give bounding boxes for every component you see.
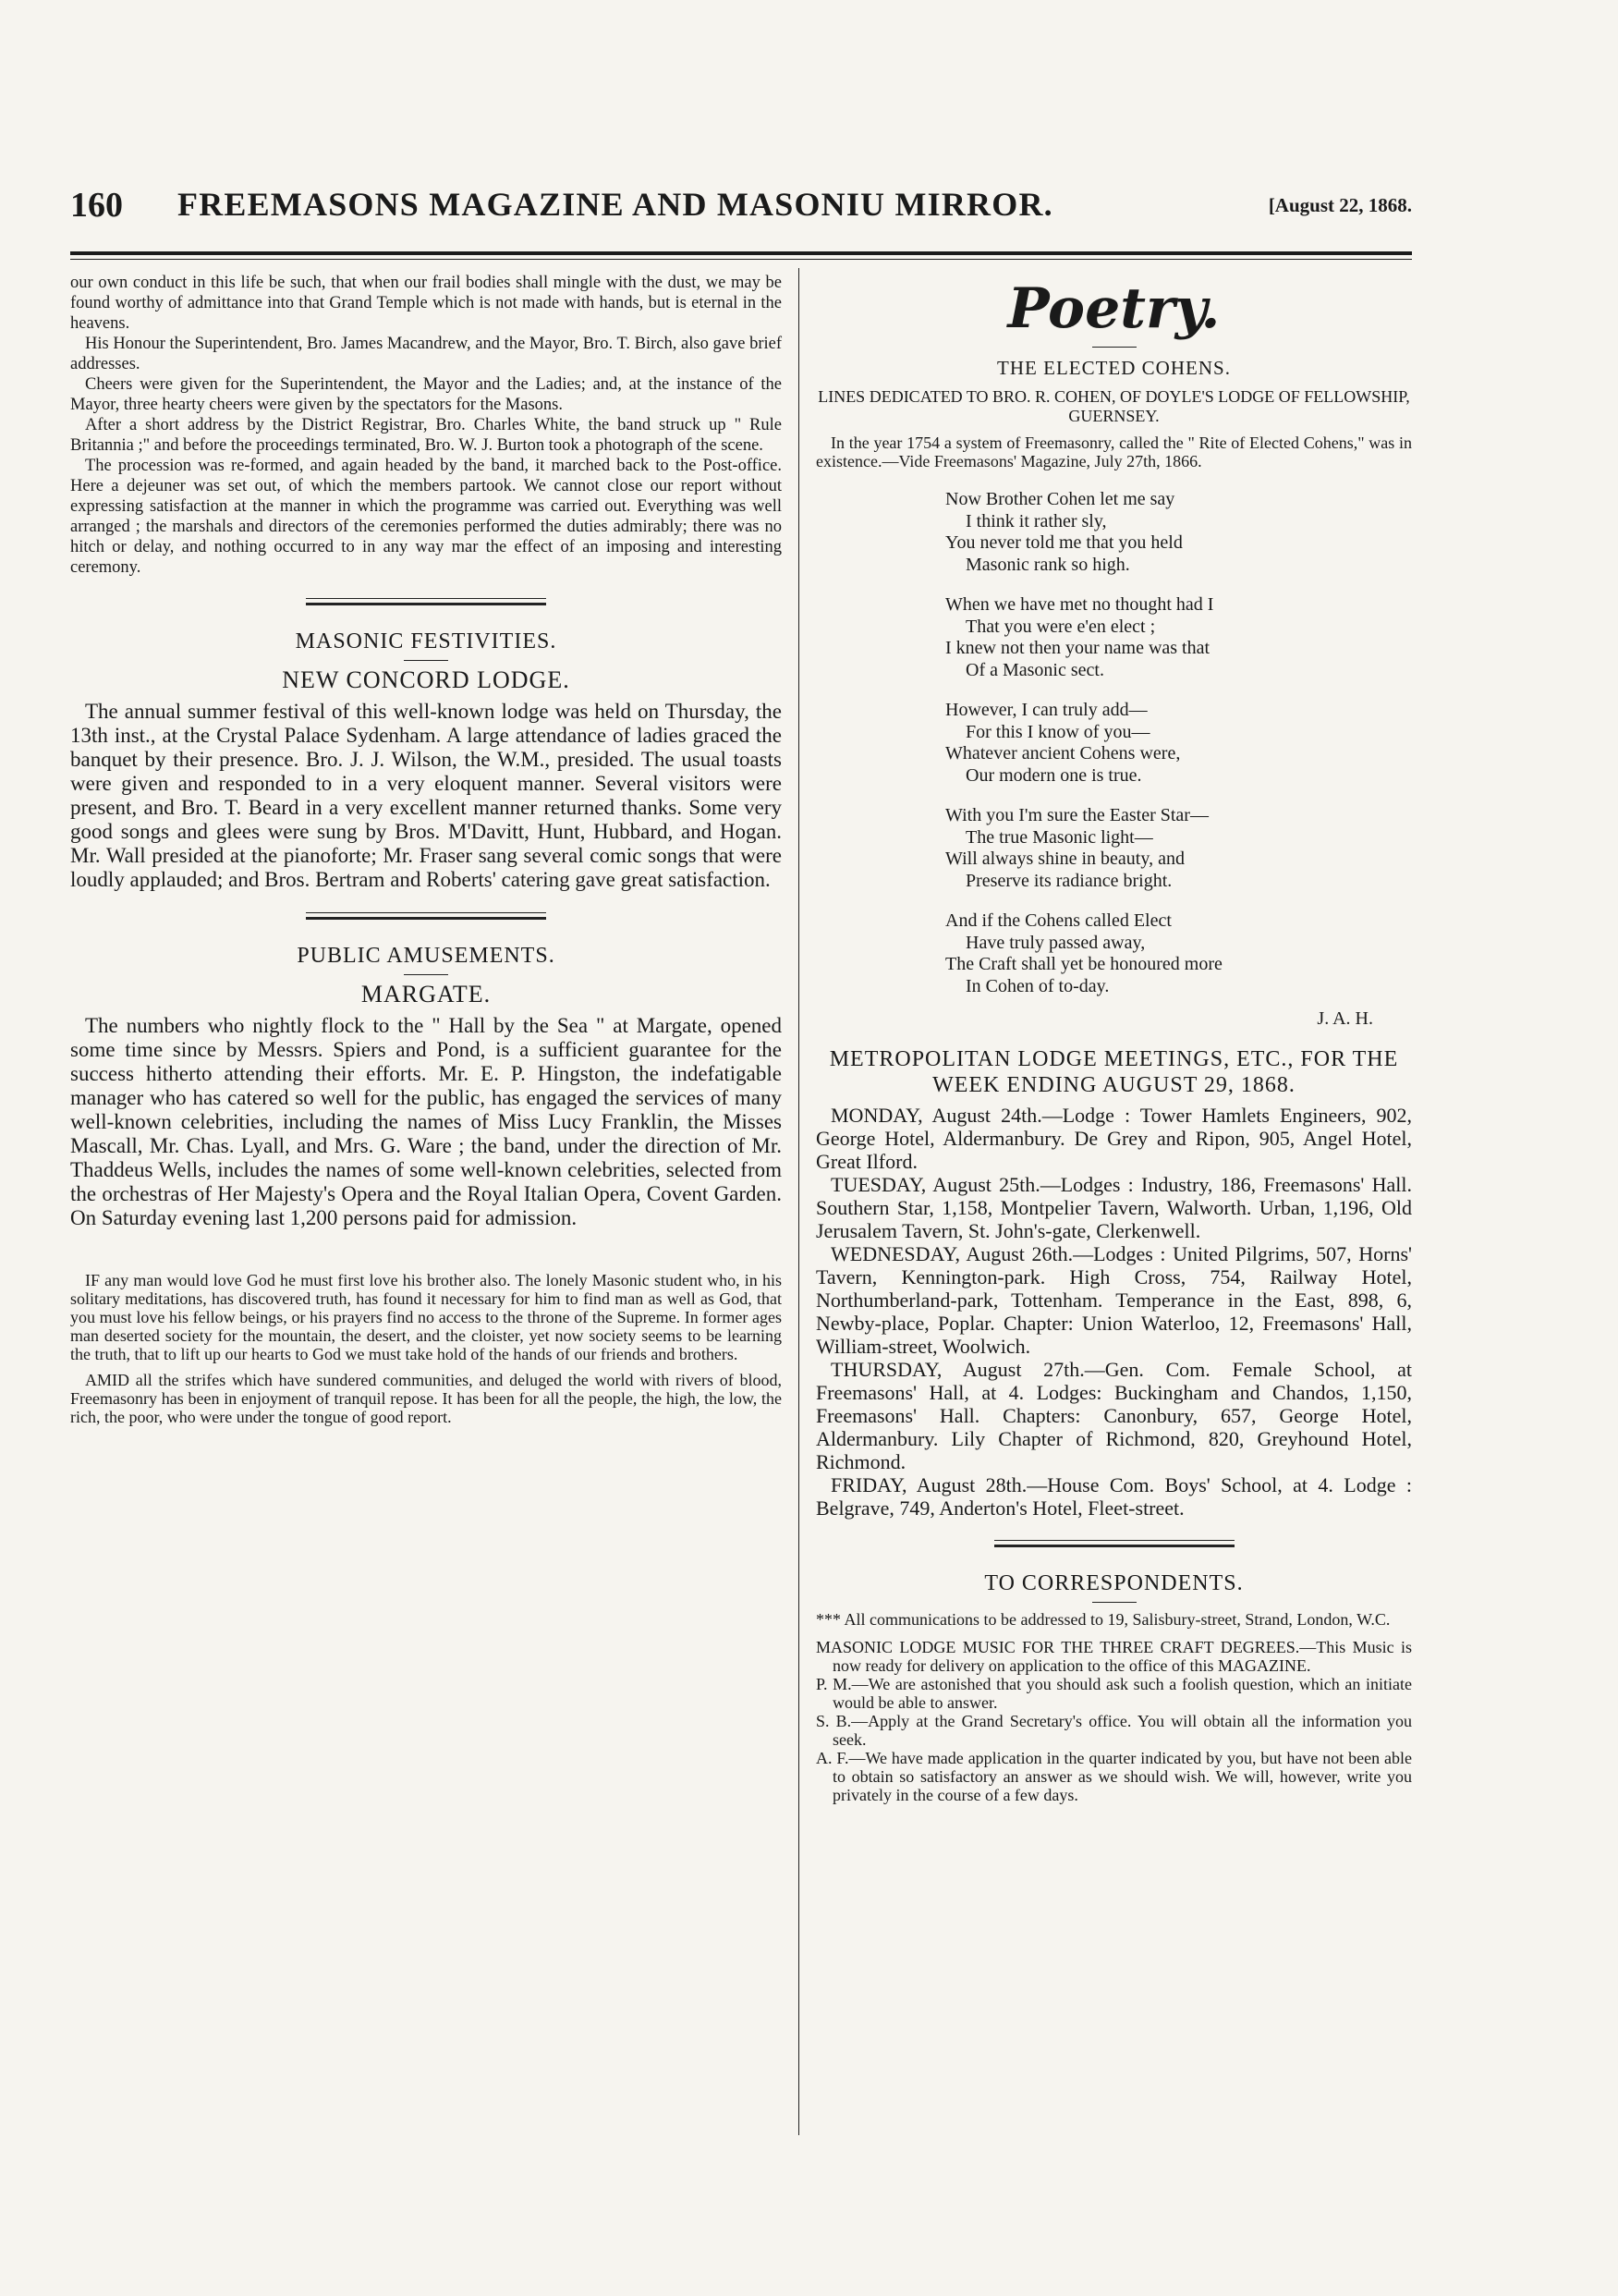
poem-line: However, I can truly add—: [945, 700, 1148, 720]
correspondent-note: *** All communications to be addressed to 19, Salisbury-street, Strand, London, W.C.: [816, 1610, 1391, 1629]
poem-line: I think it rather sly,: [966, 510, 1107, 531]
right-column: [816, 273, 1412, 1804]
poem-line: In Cohen of to-day.: [966, 975, 1110, 996]
article-paragraph: The annual summer festival of this well-known lodge was held on Thursday, the 13th inst., at the Crystal Palace Sydenham. A large attendance of ladies graced the banquet by their presence. Bro. J. J. Wilson, the W.M., presided. The usual toasts were given and responded to in a very eloquent manner. Several visitors were present, and Bro. T. Beard in a very excellent manner returned thanks. Some very good songs and glees were sung by Bros. M'Davitt, Hunt, Hubbard, and Hogan. Mr. Wall presided at the pianoforte; Mr. Fraser sang several comic songs that were loudly applauded; and Bros. Bertram and Roberts' catering gave great satisfaction.: [70, 700, 782, 891]
poem-line: Of a Masonic sect.: [966, 659, 1104, 680]
poem-line: Have truly passed away,: [966, 932, 1146, 953]
poem: [945, 489, 1412, 997]
poem-line: And if the Cohens called Elect: [945, 910, 1172, 931]
issue-date: [August 22, 1868.: [1268, 194, 1412, 216]
article-paragraph: The procession was re-formed, and again headed by the band, it marched back to the Post-office. Here a dejeuner was set out, of which the members partook. We cannot close our report without expressing satisfaction at the manner in which the programme was carried out. Everything was well arranged ; the marshals and directors of the ceremonies performed the duties admirably; there was no hitch or delay, and nothing occurred to in any way mar the effect of an imposing and interesting ceremony.: [70, 457, 782, 577]
stanza: [945, 489, 1412, 576]
correspondent-note: S. B.—Apply at the Grand Secretary's office. You will obtain all the information you seek.: [816, 1712, 1412, 1749]
poem-dedication: LINES DEDICATED TO BRO. R. COHEN, OF DOYLE'S LODGE OF FELLOWSHIP, GUERNSEY.: [818, 387, 1410, 425]
poem-line: Our modern one is true.: [966, 764, 1142, 786]
subsection-heading: MARGATE.: [360, 981, 492, 1008]
subsection-heading: NEW CONCORD LODGE.: [282, 666, 570, 693]
poem-line: The Craft shall yet be honoured more: [945, 954, 1223, 974]
meeting-entry: MONDAY, August 24th.—Lodge : Tower Hamlets Engineers, 902, George Hotel, Aldermanbury. De Grey and Ripon, 905, Angel Hotel, Great Ilford.: [816, 1104, 1412, 1173]
poem-line: The true Masonic light—: [966, 826, 1153, 848]
stanza: [945, 700, 1412, 787]
poem-line: That you were e'en elect ;: [966, 616, 1156, 637]
stanza: [945, 805, 1412, 892]
article-paragraph: His Honour the Superintendent, Bro. James Macandrew, and the Mayor, Bro. T. Birch, also gave brief addresses.: [70, 335, 782, 373]
poem-line: Will always shine in beauty, and: [945, 849, 1185, 869]
poem-line: You never told me that you held: [945, 532, 1183, 553]
article-paragraph: The numbers who nightly flock to the " Hall by the Sea " at Margate, opened some time since by Messrs. Spiers and Pond, is a sufficient guarantee for the success hitherto attending their efforts. Mr. E. P. Hingston, the indefatigable manager who has catered so well for the public, has engaged the services of many well-known celebrities, including the names of Miss Lucy Franklin, the Misses Mascall, Mr. Chas. Lyall, and Mrs. G. Ware ; the band, under the direction of Mr. Thaddeus Wells, includes the names of some well-known celebrities, selected from the orchestras of Her Majesty's Opera and the Royal Italian Opera, Covent Garden. On Saturday evening last 1,200 persons paid for admission.: [70, 1014, 782, 1229]
header-rule: [70, 251, 1412, 255]
stanza: [945, 910, 1412, 997]
correspondent-note: A. F.—We have made application in the quarter indicated by you, but have not been able to obtain so satisfactory an answer as we should wish. We will, however, write you privately in the course of a few days.: [816, 1749, 1412, 1804]
poem-signature: J. A. H.: [1317, 1008, 1373, 1029]
poem-intro: In the year 1754 a system of Freemasonry, called the " Rite of Elected Cohens," was in existence.—Vide Freemasons' Magazine, July 27th, 1866.: [816, 434, 1412, 470]
section-heading: PUBLIC AMUSEMENTS.: [297, 944, 555, 968]
poem-line: For this I know of you—: [966, 721, 1150, 742]
dash-rule: [404, 974, 448, 975]
article-paragraph: our own conduct in this life be such, that when our frail bodies shall mingle with the dust, we may be found worthy of admittance into that Grand Temple which is not made with hands, but is eternal in the heavens.: [70, 274, 782, 333]
poem-line: I knew not then your name was that: [945, 638, 1210, 658]
stanza: [945, 594, 1412, 681]
dash-rule: [1092, 1602, 1137, 1603]
meeting-entry: FRIDAY, August 28th.—House Com. Boys' School, at 4. Lodge : Belgrave, 749, Anderton's Hotel, Fleet-street.: [816, 1473, 1412, 1520]
poetry-heading: Poetry.: [1007, 276, 1221, 341]
article-paragraph: After a short address by the District Registrar, Bro. Charles White, the band struck up " Rule Britannia ;" and before the proceedings terminated, Bro. W. J. Burton took a photograph of the scene.: [70, 416, 782, 455]
masthead-title: FREEMASONS MAGAZINE AND MASONIU MIRROR.: [177, 186, 1053, 223]
meeting-entry: THURSDAY, August 27th.—Gen. Com. Female School, at Freemasons' Hall, at 4. Lodges: Buckingham and Chandos, 1,150, Freemasons' Hall. Chapters: Canonbury, 657, George Hotel, Aldermanbury. Lily Chapter of Richmond, 820, Greyhound Hotel, Richmond.: [816, 1358, 1412, 1473]
section-rule: [306, 912, 546, 920]
page-number: 160: [70, 186, 123, 225]
section-rule: [306, 598, 546, 605]
column-divider: [798, 268, 799, 2135]
meeting-entry: WEDNESDAY, August 26th.—Lodges : United Pilgrims, 507, Horns' Tavern, Kennington-park. High Cross, 754, Railway Hotel, Northumberland-park, Tottenham. Temperance in the East, 898, 6, Newby-place, Poplar. Chapter: Union Waterloo, 12, Freemasons' Hall, William-street, Woolwich.: [816, 1242, 1412, 1358]
page-header: [70, 185, 1412, 240]
section-heading: MASONIC FESTIVITIES.: [295, 629, 557, 653]
poem-line: Preserve its radiance bright.: [966, 870, 1173, 891]
meeting-entry: TUESDAY, August 25th.—Lodges : Industry, 186, Freemasons' Hall. Southern Star, 1,158, Montpelier Tavern, Walworth. Urban, 1,196, Old Jerusalem Tavern, St. John's-gate, Clerkenwell.: [816, 1173, 1412, 1242]
poem-line: Masonic rank so high.: [966, 554, 1130, 575]
dash-rule: [404, 660, 448, 661]
article-paragraph: Cheers were given for the Superintendent, the Mayor and the Ladies; and, at the instance of the Mayor, three hearty cheers were given by the spectators for the Masons.: [70, 375, 782, 414]
poem-line: Now Brother Cohen let me say: [945, 489, 1175, 509]
dash-rule: [1092, 347, 1137, 348]
poem-line: Whatever ancient Cohens were,: [945, 743, 1181, 763]
filler-paragraph: AMID all the strifes which have sundered communities, and deluged the world with rivers of blood, Freemasonry has been in enjoyment of tranquil repose. It has been for all the people, the high, the low, the rich, the poor, who were under the tongue of good report.: [70, 1371, 782, 1426]
poem-title: THE ELECTED COHENS.: [997, 357, 1231, 379]
poem-line: With you I'm sure the Easter Star—: [945, 805, 1209, 825]
left-column: [70, 273, 782, 1426]
poem-line: When we have met no thought had I: [945, 594, 1214, 615]
section-rule: [994, 1540, 1235, 1547]
correspondent-note: MASONIC LODGE MUSIC FOR THE THREE CRAFT DEGREES.—This Music is now ready for delivery on application to the office of this MAGAZINE.: [816, 1638, 1412, 1675]
correspondent-note: P. M.—We are astonished that you should ask such a foolish question, which an initiate would be able to answer.: [816, 1675, 1412, 1712]
section-heading: METROPOLITAN LODGE MEETINGS, ETC., FOR THE WEEK ENDING AUGUST 29, 1868.: [829, 1047, 1399, 1097]
filler-paragraph: IF any man would love God he must first love his brother also. The lonely Masonic student who, in his solitary meditations, has discovered truth, has found it necessary for him to find man as well as God, that you must love his fellow beings, or his prayers find no access to the throne of the Supreme. In former ages man deserted society for the mountain, the desert, and the cloister, yet now society seems to be learning the truth, that to lift up our hearts to God we must take hold of the hands of our friends and brothers.: [70, 1271, 782, 1363]
section-heading: TO CORRESPONDENTS.: [984, 1571, 1244, 1595]
header-rule-thin: [70, 259, 1412, 260]
